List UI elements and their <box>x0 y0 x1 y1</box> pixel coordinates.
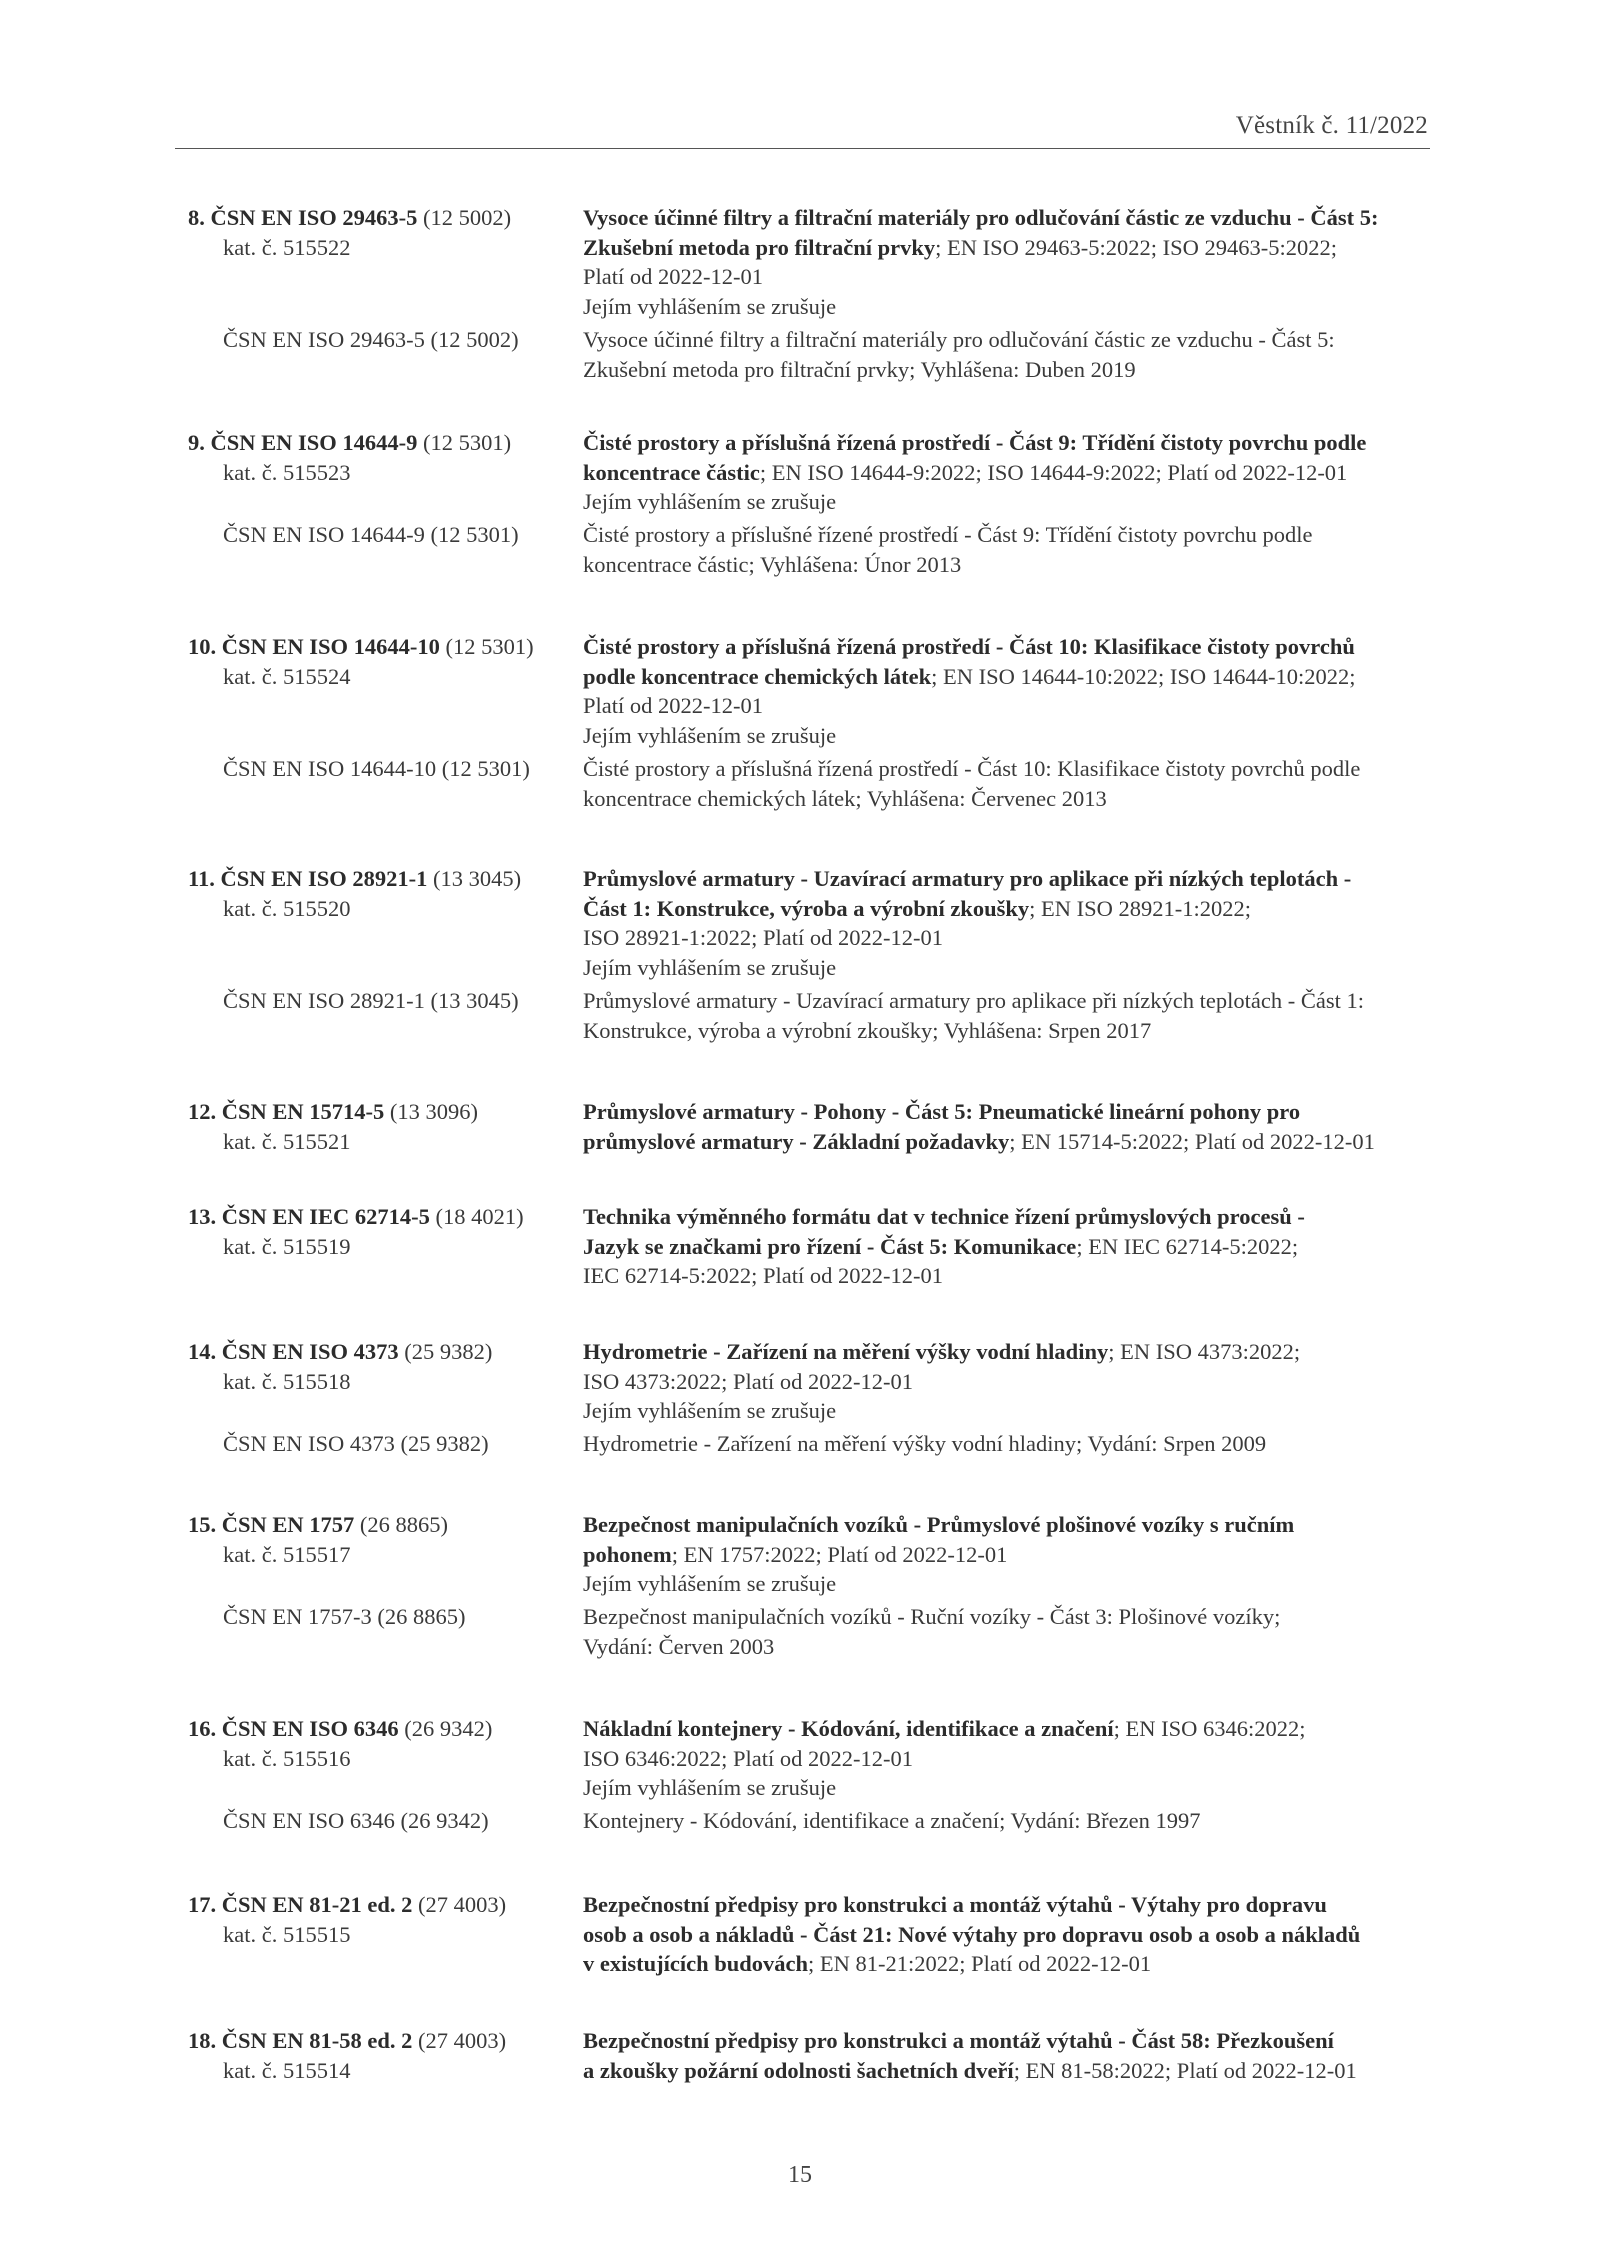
title-text: ; EN ISO 28921-1:2022; <box>1029 895 1251 921</box>
standard-title-block <box>583 1097 1443 1156</box>
replaced-standard-ref-column <box>223 1806 613 1836</box>
title-bold-text: Jazyk se značkami pro řízení - Část 5: Komunikace <box>583 1233 1077 1259</box>
replaced-standard-ref: ČSN EN ISO 29463-5 (12 5002) <box>223 327 519 352</box>
replaced-standard-ref-column <box>223 1602 613 1632</box>
standard-designation <box>188 1890 578 1920</box>
classification-code: (12 5301) <box>439 634 534 659</box>
title-line <box>583 262 1443 292</box>
title-text: ; EN ISO 14644-10:2022; ISO 14644-10:2022; <box>931 663 1356 689</box>
title-line <box>583 1232 1443 1262</box>
title-line <box>583 894 1443 924</box>
replaced-title-line: Vydání: Červen 2003 <box>583 1633 775 1659</box>
entry-number: 18. <box>188 2028 222 2053</box>
standard-code: ČSN EN ISO 28921-1 <box>220 866 428 891</box>
title-line <box>583 721 1443 751</box>
standard-designation <box>188 1097 578 1127</box>
entry-number: 10. <box>188 634 222 659</box>
replaced-standard-title <box>583 1429 1443 1459</box>
standard-title-block <box>583 2026 1443 2085</box>
standard-title-block <box>583 864 1443 982</box>
title-bold-text: Technika výměnného formátu dat v technice řízení průmyslových procesů - <box>583 1204 1305 1229</box>
standard-code: ČSN EN 15714-5 <box>221 1099 385 1124</box>
title-line <box>583 691 1443 721</box>
title-text: ISO 28921-1:2022; Platí od 2022-12-01 <box>583 925 943 950</box>
replaced-standard-title <box>583 325 1443 384</box>
replaced-standard-ref: ČSN EN ISO 14644-10 (12 5301) <box>223 756 530 781</box>
title-line <box>583 487 1443 517</box>
replaced-title-line: Hydrometrie - Zařízení na měření výšky vodní hladiny; Vydání: Srpen 2009 <box>583 1431 1267 1456</box>
standard-code: ČSN EN ISO 29463-5 <box>210 205 418 230</box>
title-line <box>583 1540 1443 1570</box>
replaced-standard-ref: ČSN EN ISO 4373 (25 9382) <box>223 1431 489 1456</box>
catalog-number: kat. č. 515522 <box>223 234 351 260</box>
title-line <box>583 1569 1443 1599</box>
title-text: IEC 62714-5:2022; Platí od 2022-12-01 <box>583 1263 943 1288</box>
replaced-standard-ref: ČSN EN ISO 6346 (26 9342) <box>223 1808 489 1833</box>
standard-title-block <box>583 1510 1443 1599</box>
standard-code: ČSN EN ISO 6346 <box>221 1716 399 1741</box>
standard-designation <box>188 1510 578 1540</box>
replaced-standard-ref: ČSN EN ISO 14644-9 (12 5301) <box>223 522 519 547</box>
replaced-title-line: koncentrace částic; Vyhlášena: Únor 2013 <box>583 551 962 577</box>
title-text: Jejím vyhlášením se zrušuje <box>583 1571 837 1596</box>
title-bold-text: Zkušební metoda pro filtrační prvky <box>583 234 936 260</box>
replaced-title-line: Zkušební metoda pro filtrační prvky; Vyhlášena: Duben 2019 <box>583 356 1136 382</box>
standard-id-column <box>188 1097 578 1156</box>
classification-code: (12 5002) <box>417 205 512 230</box>
standard-id-column <box>188 1337 578 1396</box>
classification-code: (27 4003) <box>412 1892 507 1917</box>
title-bold-text: Bezpečnostní předpisy pro konstrukci a montáž výtahů - Část 58: Přezkoušení <box>583 2028 1334 2053</box>
standard-code: ČSN EN ISO 14644-9 <box>210 430 418 455</box>
standard-designation <box>188 2026 578 2056</box>
title-text: ; EN 1757:2022; Platí od 2022-12-01 <box>671 1541 1008 1567</box>
title-line <box>583 1949 1443 1979</box>
standard-id-column <box>188 2026 578 2085</box>
catalog-number: kat. č. 515518 <box>223 1368 351 1394</box>
title-line <box>583 1890 1443 1920</box>
standard-id-column <box>188 203 578 262</box>
title-line <box>583 2026 1443 2056</box>
replaced-standard-ref: ČSN EN 1757-3 (26 8865) <box>223 1604 466 1629</box>
title-bold-text: a zkoušky požární odolnosti šachetních dveří <box>583 2057 1014 2083</box>
standard-code: ČSN EN IEC 62714-5 <box>221 1204 430 1229</box>
title-bold-text: Hydrometrie - Zařízení na měření výšky vodní hladiny <box>583 1339 1109 1364</box>
entry-number: 9. <box>188 430 211 455</box>
title-line <box>583 1202 1443 1232</box>
replaced-title-line: Průmyslové armatury - Uzavírací armatury pro aplikace při nízkých teplotách - Část 1: <box>583 988 1364 1013</box>
standard-id-column <box>188 1510 578 1569</box>
standard-designation <box>188 428 578 458</box>
classification-code: (25 9382) <box>398 1339 493 1364</box>
title-bold-text: v existujících budovách <box>583 1951 809 1976</box>
title-text: Platí od 2022-12-01 <box>583 693 763 718</box>
standard-title-block <box>583 1337 1443 1426</box>
entry-number: 13. <box>188 1204 222 1229</box>
replaced-standard-title <box>583 1602 1443 1661</box>
title-text: Platí od 2022-12-01 <box>583 264 763 289</box>
title-line <box>583 1396 1443 1426</box>
title-line <box>583 1744 1443 1774</box>
title-bold-text: Čisté prostory a příslušná řízená prostředí - Část 10: Klasifikace čistoty povrchů <box>583 634 1355 659</box>
title-bold-text: Bezpečnostní předpisy pro konstrukci a montáž výtahů - Výtahy pro dopravu <box>583 1892 1327 1917</box>
replaced-standard-ref-column <box>223 520 613 550</box>
title-bold-text: Bezpečnost manipulačních vozíků - Průmyslové plošinové vozíky s ručním <box>583 1512 1295 1537</box>
standard-designation <box>188 632 578 662</box>
title-bold-text: pohonem <box>583 1541 672 1567</box>
title-bold-text: průmyslové armatury - Základní požadavky <box>583 1128 1010 1154</box>
title-text: ISO 4373:2022; Platí od 2022-12-01 <box>583 1368 913 1394</box>
classification-code: (12 5301) <box>417 430 512 455</box>
standard-id-column <box>188 1714 578 1773</box>
catalog-number: kat. č. 515523 <box>223 459 351 485</box>
page-number: 15 <box>788 2162 812 2188</box>
title-bold-text: podle koncentrace chemických látek <box>583 663 932 689</box>
classification-code: (13 3096) <box>384 1099 479 1124</box>
title-line <box>583 1097 1443 1127</box>
standard-title-block <box>583 203 1443 321</box>
standard-code: ČSN EN 1757 <box>221 1512 355 1537</box>
standard-id-column <box>188 632 578 691</box>
replaced-title-line: Čisté prostory a příslušná řízená prostředí - Část 10: Klasifikace čistoty povrchů podle <box>583 756 1361 781</box>
title-line <box>583 1714 1443 1744</box>
title-line <box>583 1337 1443 1367</box>
catalog-number: kat. č. 515514 <box>223 2057 351 2083</box>
replaced-title-line: Konstrukce, výroba a výrobní zkoušky; Vyhlášena: Srpen 2017 <box>583 1017 1152 1043</box>
classification-code: (26 9342) <box>398 1716 493 1741</box>
title-text: ; EN IEC 62714-5:2022; <box>1076 1233 1299 1259</box>
standard-id-column <box>188 1890 578 1949</box>
standard-title-block <box>583 1890 1443 1979</box>
title-text: Jejím vyhlášením se zrušuje <box>583 1775 837 1800</box>
standard-designation <box>188 1337 578 1367</box>
replaced-title-line: Kontejnery - Kódování, identifikace a značení; Vydání: Březen 1997 <box>583 1808 1201 1833</box>
title-line <box>583 292 1443 322</box>
title-line <box>583 923 1443 953</box>
standard-id-column <box>188 864 578 923</box>
replaced-title-line: Bezpečnost manipulačních vozíků - Ruční vozíky - Část 3: Plošinové vozíky; <box>583 1604 1281 1629</box>
title-line <box>583 953 1443 983</box>
entry-number: 11. <box>188 866 221 891</box>
entry-number: 12. <box>188 1099 222 1124</box>
title-text: ; EN 81-58:2022; Platí od 2022-12-01 <box>1013 2057 1357 2083</box>
title-text: ; EN ISO 29463-5:2022; ISO 29463-5:2022; <box>935 234 1337 260</box>
standard-title-block <box>583 428 1443 517</box>
title-line <box>583 632 1443 662</box>
title-line <box>583 458 1443 488</box>
classification-code: (18 4021) <box>429 1204 524 1229</box>
standard-designation <box>188 1202 578 1232</box>
title-bold-text: Nákladní kontejnery - Kódování, identifikace a značení <box>583 1716 1114 1741</box>
standard-code: ČSN EN 81-58 ed. 2 <box>221 2028 413 2053</box>
title-text: Jejím vyhlášením se zrušuje <box>583 954 837 980</box>
replaced-title-line: Vysoce účinné filtry a filtrační materiály pro odlučování částic ze vzduchu - Část 5: <box>583 327 1335 352</box>
standard-code: ČSN EN 81-21 ed. 2 <box>221 1892 413 1917</box>
standard-code: ČSN EN ISO 14644-10 <box>221 634 440 659</box>
title-text: ; EN ISO 4373:2022; <box>1108 1339 1301 1364</box>
title-text: ISO 6346:2022; Platí od 2022-12-01 <box>583 1745 913 1771</box>
replaced-standard-ref-column <box>223 1429 613 1459</box>
standard-code: ČSN EN ISO 4373 <box>221 1339 399 1364</box>
entry-number: 8. <box>188 205 211 230</box>
title-text: Jejím vyhlášením se zrušuje <box>583 1398 837 1423</box>
entry-number: 14. <box>188 1339 222 1364</box>
title-text: ; EN ISO 14644-9:2022; ISO 14644-9:2022; Platí od 2022-12-01 <box>759 459 1348 485</box>
catalog-number: kat. č. 515520 <box>223 895 351 921</box>
standard-id-column <box>188 428 578 487</box>
page-header <box>175 112 1430 149</box>
title-bold-text: Čisté prostory a příslušná řízená prostředí - Část 9: Třídění čistoty povrchu podle <box>583 430 1367 455</box>
title-bold-text: Část 1: Konstrukce, výroba a výrobní zkoušky <box>583 895 1030 921</box>
catalog-number: kat. č. 515519 <box>223 1233 351 1259</box>
title-line <box>583 2056 1443 2086</box>
title-line <box>583 864 1443 894</box>
entry-number: 16. <box>188 1716 222 1741</box>
title-bold-text: Vysoce účinné filtry a filtrační materiály pro odlučování částic ze vzduchu - Část 5: <box>583 205 1379 230</box>
replaced-standard-ref: ČSN EN ISO 28921-1 (13 3045) <box>223 988 519 1013</box>
replaced-standard-title <box>583 520 1443 579</box>
title-line <box>583 428 1443 458</box>
title-text: ; EN 81-21:2022; Platí od 2022-12-01 <box>808 1951 1152 1976</box>
catalog-number: kat. č. 515515 <box>223 1921 351 1947</box>
title-text: Jejím vyhlášením se zrušuje <box>583 722 837 748</box>
title-text: ; EN ISO 6346:2022; <box>1113 1716 1306 1741</box>
title-text: Jejím vyhlášením se zrušuje <box>583 293 837 319</box>
title-bold-text: Průmyslové armatury - Pohony - Část 5: Pneumatické lineární pohony pro <box>583 1099 1301 1124</box>
standard-designation <box>188 864 578 894</box>
catalog-number: kat. č. 515521 <box>223 1128 351 1154</box>
standard-designation <box>188 203 578 233</box>
entry-number: 15. <box>188 1512 222 1537</box>
replaced-standard-ref-column <box>223 754 613 784</box>
catalog-number: kat. č. 515517 <box>223 1541 351 1567</box>
entry-number: 17. <box>188 1892 222 1917</box>
catalog-number: kat. č. 515524 <box>223 663 351 689</box>
title-line <box>583 1367 1443 1397</box>
replaced-standard-ref-column <box>223 986 613 1016</box>
classification-code: (13 3045) <box>427 866 522 891</box>
standard-id-column <box>188 1202 578 1261</box>
catalog-number: kat. č. 515516 <box>223 1745 351 1771</box>
title-line <box>583 1773 1443 1803</box>
standard-title-block <box>583 632 1443 750</box>
title-bold-text: Průmyslové armatury - Uzavírací armatury pro aplikace při nízkých teplotách - <box>583 866 1352 891</box>
title-line <box>583 233 1443 263</box>
replaced-standard-title <box>583 986 1443 1045</box>
title-line <box>583 662 1443 692</box>
standard-title-block <box>583 1714 1443 1803</box>
replaced-title-line: koncentrace chemických látek; Vyhlášena: Červenec 2013 <box>583 785 1107 811</box>
title-text: ; EN 15714-5:2022; Platí od 2022-12-01 <box>1009 1128 1375 1154</box>
standard-title-block <box>583 1202 1443 1291</box>
replaced-title-line: Čisté prostory a příslušné řízené prostředí - Část 9: Třídění čistoty povrchu podle <box>583 522 1313 547</box>
classification-code: (26 8865) <box>354 1512 449 1537</box>
title-line <box>583 1920 1443 1950</box>
journal-issue-title: Věstník č. 11/2022 <box>1235 112 1428 139</box>
classification-code: (27 4003) <box>412 2028 507 2053</box>
title-line <box>583 203 1443 233</box>
title-line <box>583 1261 1443 1291</box>
title-line <box>583 1127 1443 1157</box>
title-bold-text: koncentrace částic <box>583 459 760 485</box>
replaced-standard-title <box>583 1806 1443 1836</box>
standard-designation <box>188 1714 578 1744</box>
title-line <box>583 1510 1443 1540</box>
replaced-standard-ref-column <box>223 325 613 355</box>
replaced-standard-title <box>583 754 1443 813</box>
title-text: Jejím vyhlášením se zrušuje <box>583 489 837 514</box>
title-bold-text: osob a osob a nákladů - Část 21: Nové výtahy pro dopravu osob a osob a nákladů <box>583 1921 1361 1947</box>
